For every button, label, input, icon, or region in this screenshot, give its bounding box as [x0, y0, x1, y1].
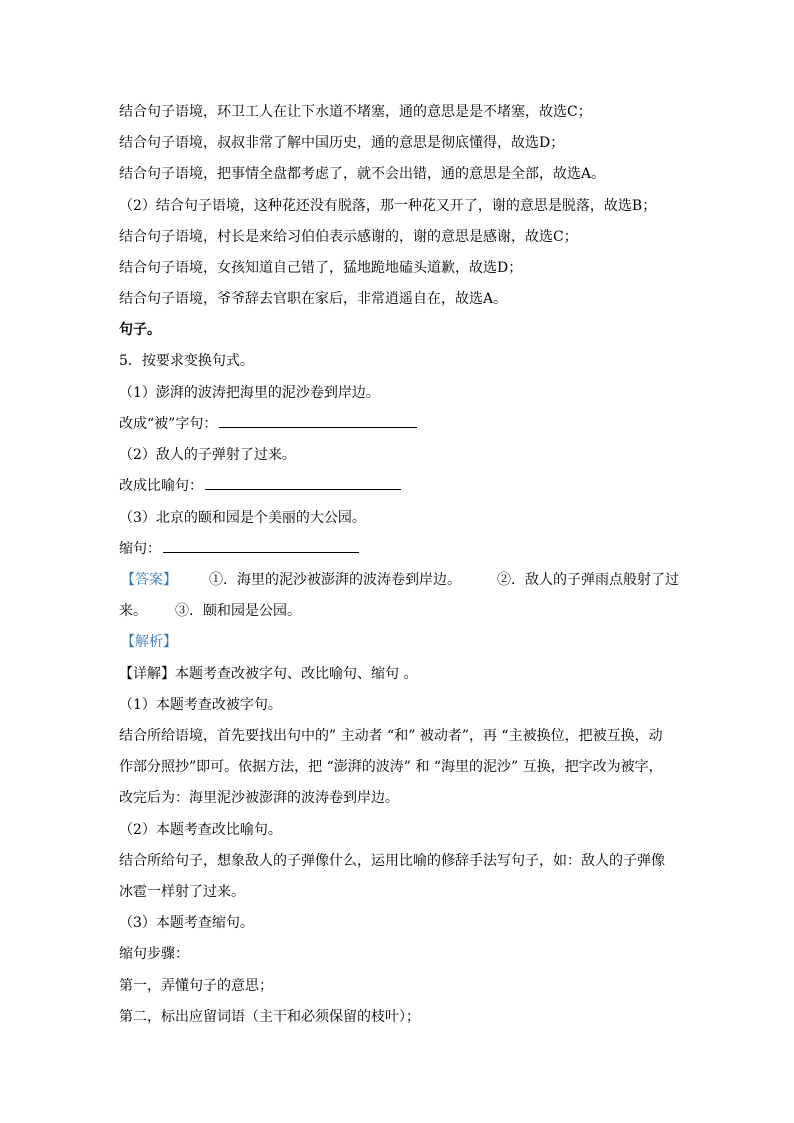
question-item: （1）澎湃的波涛把海里的泥沙卷到岸边。 — [119, 385, 380, 401]
answer-prompt — [119, 475, 401, 497]
prompt-label: 改成“被”字句： — [119, 416, 218, 432]
text-line: 结合句子语境，环卫工人在让下水道不堵塞，通的意思是是不堵塞，故选C； — [119, 104, 592, 120]
answer-line — [119, 600, 301, 622]
answer-line — [121, 569, 679, 591]
answer-prompt — [119, 538, 359, 560]
question-item: （3）北京的颐和园是个美丽的大公园。 — [119, 510, 366, 526]
text-line: （2）本题考查改比喻句。 — [119, 822, 282, 838]
text-line: 结合句子语境，叔叔非常了解中国历史，通的意思是彻底懂得，故选D； — [119, 135, 565, 151]
analysis-tag: 【解析】 — [121, 634, 177, 650]
prompt-label: 缩句： — [119, 541, 161, 557]
answer-1: ①．海里的泥沙被澎湃的波涛卷到岸边。 — [209, 572, 461, 588]
answer-2: ②．敌人的子弹雨点般射了过 — [497, 572, 679, 588]
text-line: 结合所给语境，首先要找出句中的” 主动者 “和” 被动者”，再 “主被换位，把被互换，动 — [119, 728, 663, 744]
answer-blank[interactable] — [205, 475, 401, 490]
question-title: 5．按要求变换句式。 — [119, 353, 254, 369]
answer-blank[interactable] — [163, 538, 359, 553]
text-line: 结合句子语境，爷爷辞去官职在家后，非常逍遥自在，故选A。 — [119, 291, 508, 307]
answer-prompt — [119, 413, 417, 435]
text-line: （2）结合句子语境，这种花还没有脱落，那一种花又开了，谢的意思是脱落，故选B； — [119, 198, 657, 214]
text-line: 结合句子语境，村长是来给习伯伯表示感谢的，谢的意思是感谢，故选C； — [119, 229, 578, 245]
prompt-label: 改成比喻句： — [119, 478, 203, 494]
detail-line: 【详解】本题考查改被字句、改比喻句、缩句 。 — [119, 666, 418, 682]
text-line: 冰雹一样射了过来。 — [119, 884, 245, 900]
text-line: 第二，标出应留词语（主干和必须保留的枝叶）； — [119, 1009, 420, 1025]
answer-2-cont: 来。 — [119, 603, 147, 619]
text-line: 第一，弄懂句子的意思； — [119, 978, 273, 994]
text-line: 结合句子语境，把事情全盘都考虑了，就不会出错，通的意思是全部，故选A。 — [119, 166, 606, 182]
answer-blank[interactable] — [219, 413, 417, 428]
answer-3: ③．颐和园是公园。 — [175, 603, 301, 619]
text-line: 改完后为：海里泥沙被澎湃的波涛卷到岸边。 — [119, 790, 399, 806]
text-line: 缩句步骤： — [119, 946, 189, 962]
question-item: （2）敌人的子弹射了过来。 — [119, 447, 296, 463]
section-title: 句子。 — [119, 322, 161, 338]
text-line: （3）本题考查缩句。 — [119, 915, 254, 931]
text-line: （1）本题考查改被字句。 — [119, 697, 282, 713]
text-line: 结合所给句子，想象敌人的子弹像什么，运用比喻的修辞手法写句子，如：敌人的子弹像 — [119, 853, 665, 869]
text-line: 作部分照抄”即可。依据方法，把 “澎湃的波涛” 和 “海里的泥沙” 互换，把字改为被字， — [119, 759, 663, 775]
answer-tag: 【答案】 — [121, 572, 177, 588]
text-line: 结合句子语境，女孩知道自己错了，猛地跪地磕头道歉，故选D； — [119, 260, 523, 276]
